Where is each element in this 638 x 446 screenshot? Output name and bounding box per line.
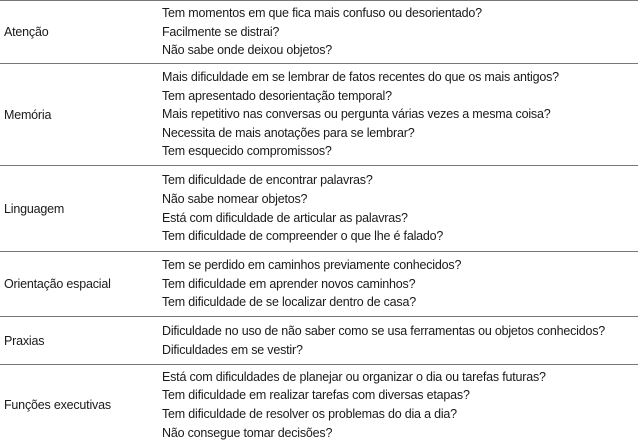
table-row-linguagem — [0, 166, 638, 252]
domain-label: Linguagem — [4, 201, 65, 216]
question-item: Tem momentos em que fica mais confuso ou desorientado? — [162, 6, 482, 21]
domain-label: Atenção — [4, 25, 49, 39]
table-row-atencao — [0, 1, 638, 64]
question-item: Não sabe nomear objetos? — [162, 191, 308, 206]
table-row-funcoes-executivas — [0, 365, 638, 445]
question-item: Não sabe onde deixou objetos? — [162, 43, 333, 58]
table-row-praxias — [0, 317, 638, 365]
question-item: Dificuldades em se vestir? — [162, 342, 303, 357]
question-item: Tem dificuldade em aprender novos caminhos? — [162, 276, 416, 291]
table-row-memoria — [0, 64, 638, 166]
question-list — [162, 318, 638, 363]
question-list — [162, 167, 638, 249]
question-item: Tem dificuldade de encontrar palavras? — [162, 173, 373, 188]
question-list — [162, 364, 638, 446]
question-item: Necessita de mais anotações para se lembrar? — [162, 125, 415, 140]
question-item: Tem se perdido em caminhos previamente conhecidos? — [162, 258, 462, 273]
question-item: Tem apresentado desorientação temporal? — [162, 88, 392, 103]
question-item: Facilmente se distrai? — [162, 24, 280, 39]
question-item: Não consegue tomar decisões? — [162, 425, 333, 440]
question-list — [162, 252, 638, 316]
domain-label: Praxias — [4, 333, 45, 348]
domain-label: Funções executivas — [4, 398, 111, 412]
question-item: Está com dificuldade de articular as palavras? — [162, 210, 408, 225]
question-item: Mais repetitivo nas conversas ou pergunta várias vezes a mesma coisa? — [162, 107, 551, 122]
question-item: Tem dificuldade de compreender o que lhe é falado? — [162, 229, 444, 244]
table-row-orientacao-espacial — [0, 252, 638, 317]
question-list — [162, 64, 638, 165]
question-item: Tem dificuldade de resolver os problemas do dia a dia? — [162, 407, 457, 421]
question-item: Dificuldade no uso de não saber como se usa ferramentas ou objetos conhecidos? — [162, 323, 606, 338]
question-item: Mais dificuldade em se lembrar de fatos recentes do que os mais antigos? — [162, 70, 559, 85]
question-item: Tem dificuldade em realizar tarefas com diversas etapas? — [162, 388, 470, 403]
question-item: Tem esquecido compromissos? — [162, 144, 332, 159]
question-list — [162, 0, 638, 64]
question-item: Está com dificuldades de planejar ou organizar o dia ou tarefas futuras? — [162, 369, 546, 384]
question-item: Tem dificuldade de se localizar dentro de casa? — [162, 295, 416, 310]
domain-label: Memória — [4, 107, 52, 122]
domain-label: Orientação espacial — [4, 277, 111, 291]
